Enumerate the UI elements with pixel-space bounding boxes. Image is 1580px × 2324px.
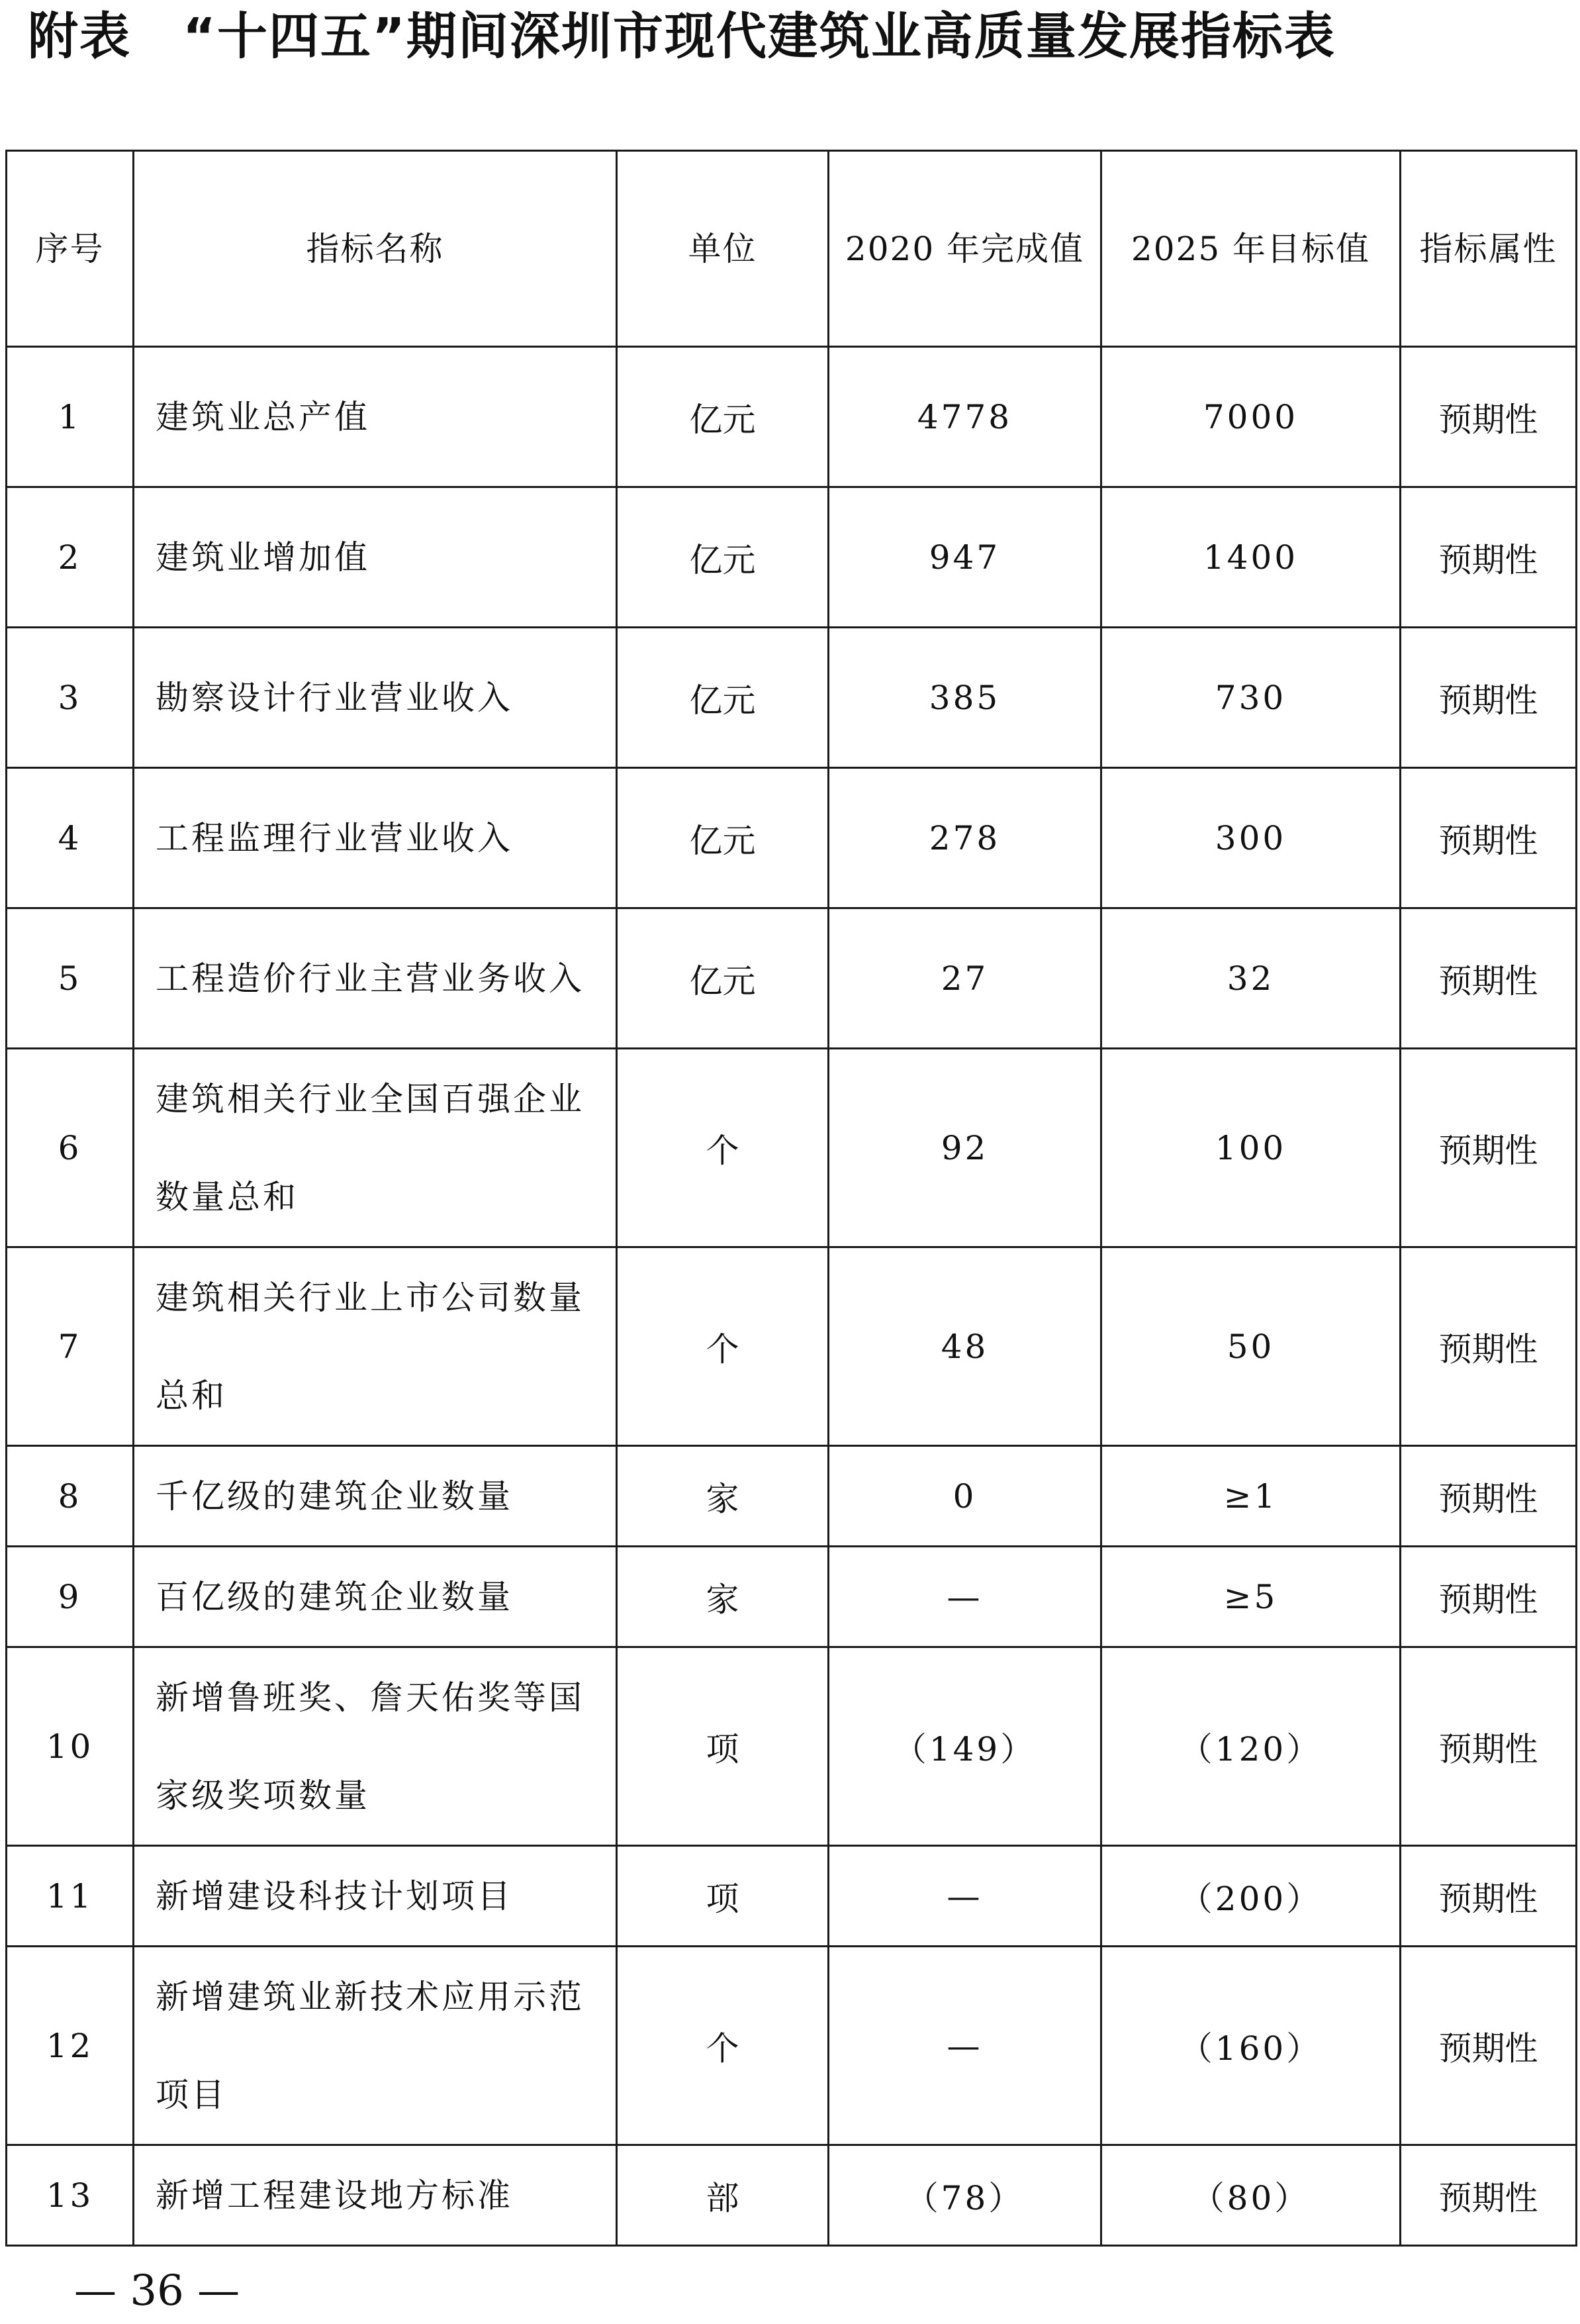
- page-title: 附表 “十四五”期间深圳市现代建筑业高质量发展指标表: [28, 7, 1336, 66]
- table-row: [7, 2145, 1577, 2246]
- row-actual-2020: （149）: [829, 1647, 1101, 1846]
- row-unit: 家: [617, 1547, 829, 1647]
- row-target-2025: （160）: [1101, 1947, 1401, 2145]
- table-row: [7, 768, 1577, 908]
- row-target-2025: 730: [1101, 628, 1401, 768]
- row-attribute: 预期性: [1401, 347, 1577, 487]
- row-attribute: 预期性: [1401, 1547, 1577, 1647]
- row-attribute: 预期性: [1401, 1446, 1577, 1547]
- row-indicator-name: 工程监理行业营业收入: [134, 768, 617, 908]
- header-actual-2020: 2020 年完成值: [829, 151, 1101, 347]
- table-row: [7, 347, 1577, 487]
- row-unit: 项: [617, 1647, 829, 1846]
- row-indicator-name: 新增工程建设地方标准: [134, 2145, 617, 2246]
- table-header-row: [7, 151, 1577, 347]
- row-actual-2020: 947: [829, 487, 1101, 628]
- table-row: [7, 628, 1577, 768]
- row-index: 2: [7, 487, 134, 628]
- row-unit: 亿元: [617, 487, 829, 628]
- row-indicator-name: 建筑业总产值: [134, 347, 617, 487]
- row-index: 11: [7, 1846, 134, 1947]
- row-unit: 亿元: [617, 628, 829, 768]
- row-index: 13: [7, 2145, 134, 2246]
- indicator-table: [5, 150, 1577, 2247]
- row-attribute: 预期性: [1401, 628, 1577, 768]
- row-indicator-name: 建筑业增加值: [134, 487, 617, 628]
- header-target-2025: 2025 年目标值: [1101, 151, 1401, 347]
- row-index: 6: [7, 1049, 134, 1247]
- header-index: 序号: [7, 151, 134, 347]
- row-index: 1: [7, 347, 134, 487]
- row-index: 5: [7, 908, 134, 1049]
- row-target-2025: （80）: [1101, 2145, 1401, 2246]
- row-target-2025: 300: [1101, 768, 1401, 908]
- row-index: 10: [7, 1647, 134, 1846]
- row-target-2025: ≥1: [1101, 1446, 1401, 1547]
- row-target-2025: （120）: [1101, 1647, 1401, 1846]
- row-target-2025: 1400: [1101, 487, 1401, 628]
- row-attribute: 预期性: [1401, 1049, 1577, 1247]
- row-indicator-name: 新增鲁班奖、詹天佑奖等国家级奖项数量: [134, 1647, 617, 1846]
- row-indicator-name: 勘察设计行业营业收入: [134, 628, 617, 768]
- row-indicator-name: 千亿级的建筑企业数量: [134, 1446, 617, 1547]
- row-index: 12: [7, 1947, 134, 2145]
- table-row: [7, 1647, 1577, 1846]
- row-unit: 个: [617, 1947, 829, 2145]
- row-unit: 个: [617, 1049, 829, 1247]
- table-row: [7, 1947, 1577, 2145]
- row-target-2025: （200）: [1101, 1846, 1401, 1947]
- row-attribute: 预期性: [1401, 908, 1577, 1049]
- row-indicator-name: 建筑相关行业上市公司数量总和: [134, 1247, 617, 1446]
- row-unit: 亿元: [617, 347, 829, 487]
- row-actual-2020: —: [829, 1547, 1101, 1647]
- row-attribute: 预期性: [1401, 2145, 1577, 2246]
- row-attribute: 预期性: [1401, 1247, 1577, 1446]
- row-actual-2020: 0: [829, 1446, 1101, 1547]
- row-unit: 亿元: [617, 768, 829, 908]
- table-row: [7, 487, 1577, 628]
- row-actual-2020: 278: [829, 768, 1101, 908]
- row-unit: 项: [617, 1846, 829, 1947]
- row-unit: 亿元: [617, 908, 829, 1049]
- row-target-2025: 100: [1101, 1049, 1401, 1247]
- header-attribute: 指标属性: [1401, 151, 1577, 347]
- row-indicator-name: 建筑相关行业全国百强企业数量总和: [134, 1049, 617, 1247]
- row-index: 7: [7, 1247, 134, 1446]
- row-indicator-name: 新增建筑业新技术应用示范项目: [134, 1947, 617, 2145]
- row-indicator-name: 新增建设科技计划项目: [134, 1846, 617, 1947]
- row-attribute: 预期性: [1401, 768, 1577, 908]
- row-target-2025: 50: [1101, 1247, 1401, 1446]
- page-number: — 36 —: [74, 2266, 240, 2315]
- row-index: 3: [7, 628, 134, 768]
- row-unit: 家: [617, 1446, 829, 1547]
- row-actual-2020: （78）: [829, 2145, 1101, 2246]
- row-indicator-name: 工程造价行业主营业务收入: [134, 908, 617, 1049]
- row-indicator-name: 百亿级的建筑企业数量: [134, 1547, 617, 1647]
- row-attribute: 预期性: [1401, 1647, 1577, 1846]
- table-row: [7, 908, 1577, 1049]
- row-actual-2020: 4778: [829, 347, 1101, 487]
- row-attribute: 预期性: [1401, 1947, 1577, 2145]
- row-target-2025: ≥5: [1101, 1547, 1401, 1647]
- header-unit: 单位: [617, 151, 829, 347]
- row-actual-2020: 27: [829, 908, 1101, 1049]
- row-actual-2020: —: [829, 1846, 1101, 1947]
- table-row: [7, 1446, 1577, 1547]
- row-actual-2020: —: [829, 1947, 1101, 2145]
- row-target-2025: 7000: [1101, 347, 1401, 487]
- table-row: [7, 1547, 1577, 1647]
- row-attribute: 预期性: [1401, 1846, 1577, 1947]
- row-index: 9: [7, 1547, 134, 1647]
- table-row: [7, 1846, 1577, 1947]
- row-index: 4: [7, 768, 134, 908]
- table-row: [7, 1049, 1577, 1247]
- row-attribute: 预期性: [1401, 487, 1577, 628]
- table-row: [7, 1247, 1577, 1446]
- row-actual-2020: 92: [829, 1049, 1101, 1247]
- row-index: 8: [7, 1446, 134, 1547]
- row-unit: 部: [617, 2145, 829, 2246]
- header-name: 指标名称: [134, 151, 617, 347]
- row-actual-2020: 48: [829, 1247, 1101, 1446]
- row-target-2025: 32: [1101, 908, 1401, 1049]
- row-actual-2020: 385: [829, 628, 1101, 768]
- row-unit: 个: [617, 1247, 829, 1446]
